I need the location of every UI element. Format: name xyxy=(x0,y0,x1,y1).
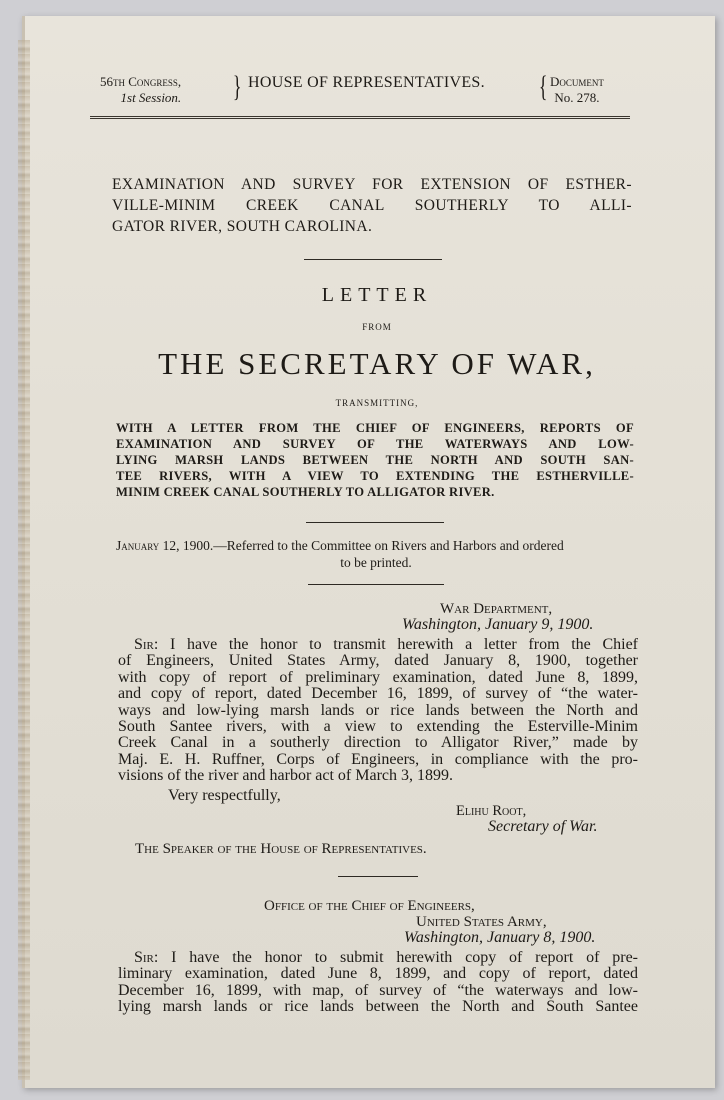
closing: Very respectfully, xyxy=(168,787,281,804)
description-line: MINIM CREEK CANAL SOUTHERLY TO ALLIGATOR RIVER. xyxy=(116,485,495,499)
signer-name: Elihu Root, xyxy=(456,803,527,819)
addressee: The Speaker of the House of Representatives. xyxy=(135,841,427,857)
congress-label: 56th Congress, xyxy=(100,74,182,89)
body-line: of Engineers, United States Army, dated January 8, 1900, together xyxy=(118,652,638,670)
divider-rule xyxy=(308,584,444,585)
body-line: and copy of report, dated December 16, 1899, of survey of “the water- xyxy=(118,685,638,703)
body-line: liminary examination, dated June 8, 1899, and copy of report, dated xyxy=(118,965,638,983)
salutation: Sir: xyxy=(134,949,159,966)
body-line: with copy of report of preliminary examination, dated June 8, 1899, xyxy=(118,668,638,686)
transmittal-description xyxy=(116,420,634,500)
engineers-army-heading: United States Army, xyxy=(416,914,547,930)
brace-left: } xyxy=(232,70,242,103)
referral-text-2: to be printed. xyxy=(340,555,412,570)
brace-right: { xyxy=(538,70,548,103)
referral-date: January 12, 1900. xyxy=(116,538,214,553)
from-label: FROM xyxy=(362,322,392,332)
divider-rule xyxy=(338,876,418,877)
document-number xyxy=(550,74,604,106)
letter-heading: LETTER xyxy=(321,284,433,306)
body-line: lying marsh lands or rice lands between the North and South Santee xyxy=(118,998,638,1016)
engineers-office-heading: Office of the Chief of Engineers, xyxy=(264,898,475,914)
signer-title: Secretary of War. xyxy=(488,818,598,835)
body-line: ways and low-lying marsh lands or rice lands between the North and xyxy=(118,701,638,719)
body-line xyxy=(118,637,638,653)
document-title xyxy=(112,174,632,237)
body-line: visions of the river and harbor act of March 3, 1899. xyxy=(118,767,454,785)
body-text: I have the honor to transmit herewith a letter from the Chief xyxy=(170,636,638,653)
body-line: Maj. E. H. Ruffner, Corps of Engineers, in compliance with the pro- xyxy=(118,750,638,768)
secretary-heading: THE SECRETARY OF WAR, xyxy=(158,346,596,381)
referral-note xyxy=(116,537,636,571)
title-line: GATOR RIVER, SOUTH CAROLINA. xyxy=(112,218,373,235)
divider-rule xyxy=(304,259,442,260)
description-line: WITH A LETTER FROM THE CHIEF OF ENGINEERS, REPORTS OF xyxy=(116,421,634,435)
transmitting-label: TRANSMITTING, xyxy=(335,398,419,408)
referral-text: —Referred to the Committee on Rivers and Harbors and ordered xyxy=(213,538,564,553)
divider-rule xyxy=(306,522,444,523)
body-line: South Santee rivers, with a view to extending the Esterville-Minim xyxy=(118,718,638,736)
engineers-letter-dateline: Washington, January 8, 1900. xyxy=(404,929,596,946)
document-no: No. 278. xyxy=(554,90,600,105)
document-label: Document xyxy=(550,74,604,89)
war-letter-dateline: Washington, January 9, 1900. xyxy=(402,616,594,633)
body-line: December 16, 1899, with map, of survey of “the waterways and low- xyxy=(118,981,638,999)
house-label: HOUSE OF REPRESENTATIVES. xyxy=(248,74,485,91)
title-line: EXAMINATION AND SURVEY FOR EXTENSION OF ESTHER- xyxy=(112,176,632,193)
war-department-heading: War Department, xyxy=(440,601,553,617)
title-line: VILLE-MINIM CREEK CANAL SOUTHERLY TO ALLI- xyxy=(112,197,632,214)
session-label: 1st Session. xyxy=(120,90,182,105)
engineers-letter-body xyxy=(118,950,638,1016)
body-line: Creek Canal in a southerly direction to Alligator River,” made by xyxy=(118,734,638,752)
document-header xyxy=(90,62,630,119)
body-line xyxy=(118,950,638,966)
description-line: LYING MARSH LANDS BETWEEN THE NORTH AND SOUTH SAN- xyxy=(116,453,634,467)
description-line: EXAMINATION AND SURVEY OF THE WATERWAYS AND LOW- xyxy=(116,437,634,451)
congress-session xyxy=(100,74,181,106)
war-letter-body xyxy=(118,637,638,785)
body-text: I have the honor to submit herewith copy of report of pre- xyxy=(171,949,639,966)
salutation: Sir: xyxy=(134,636,159,653)
binding-edge xyxy=(18,40,30,1080)
description-line: TEE RIVERS, WITH A VIEW TO EXTENDING THE ESTHERVILLE- xyxy=(116,469,634,483)
